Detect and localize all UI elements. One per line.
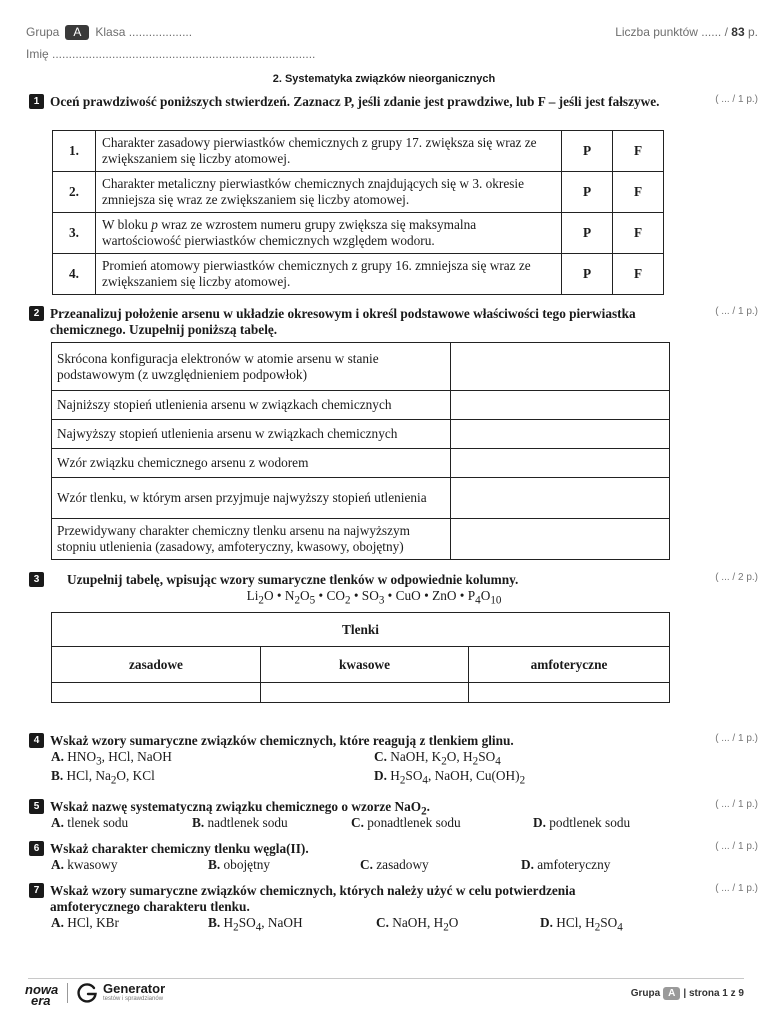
question-number: 2 [29,306,44,321]
name-field: Imię ............................................................................... [26,47,316,61]
table-row [52,478,670,519]
q5-points: ( ... / 1 p.) [715,799,758,810]
row-statement: W bloku p wraz ze wzrostem numeru grupy zwiększa się maksymalna wartościowość pierwiastków chemicznych względem wodoru. [96,213,562,254]
option-a[interactable]: A. $HNO_3$, HCl, NaOH [51,749,172,768]
logo-divider [67,983,68,1003]
question-7 [29,883,699,915]
option-b[interactable]: B. obojętny [208,857,271,872]
column-header: zasadowe [52,647,261,683]
option-c[interactable]: C. zasadowy [360,857,429,872]
row-label: Najwyższy stopień utlenienia arsenu w związkach chemicznych [52,420,451,449]
q6-points: ( ... / 1 p.) [715,841,758,852]
answer-cell[interactable] [451,343,670,391]
question-2 [29,306,699,338]
answer-cell[interactable] [451,478,670,519]
page-number: | strona 1 z 9 [683,988,744,999]
class-label: Klasa ................... [95,25,193,39]
points-label: Liczba punktów ...... / [615,25,728,39]
question-4 [29,733,699,749]
group-label: Grupa [26,25,60,39]
true-option[interactable]: P [562,172,613,213]
option-c[interactable]: C. NaOH, $K_2O$, $H_2SO_4$ [374,749,501,768]
option-a[interactable]: A. HCl, KBr [51,915,119,930]
row-label: Wzór tlenku, w którym arsen przyjmuje najwyższy stopień utlenienia [52,478,451,519]
table-row [53,172,664,213]
row-number: 4. [53,254,96,295]
option-a[interactable]: A. tlenek sodu [51,815,129,830]
question-number: 5 [29,799,44,814]
oxide-formulas: $Li_2O$ • $N_2O_5$ • $CO_2$ • $SO_3$ • CuO • ZnO • $P_4O_{10}$ [246,588,502,607]
row-label: Skrócona konfiguracja elektronów w atomie arsenu w stanie podstawowym (z uwzględnieniem podpowłok) [52,343,451,391]
answer-row [52,683,670,703]
option-b[interactable]: B. $H_2SO_4$, NaOH [208,915,303,934]
answer-cell[interactable] [52,683,261,703]
points-total [615,25,758,39]
answer-cell[interactable] [451,420,670,449]
header-group-class [26,25,192,40]
column-header-row [52,647,670,683]
question-text: Uzupełnij tabelę, wpisując wzory sumaryczne tlenków w odpowiednie kolumny. [67,572,519,587]
group-badge: A [65,25,89,40]
generator-logo-icon [76,982,98,1004]
question-text: Oceń prawdziwość poniższych stwierdzeń. Zaznacz P, jeśli zdanie jest prawdziwe, lub F – jeśli jest fałszywe. [50,94,660,109]
table-row [52,391,670,420]
q1-table [52,130,664,295]
question-number: 7 [29,883,44,898]
generator-logo: Generator testów i sprawdzianów [103,981,166,1002]
question-number: 4 [29,733,44,748]
false-option[interactable]: F [613,131,664,172]
question-number: 3 [29,572,44,587]
answer-cell[interactable] [451,519,670,560]
points-max: 83 [731,25,745,39]
table-row [52,343,670,391]
option-a[interactable]: A. kwasowy [51,857,118,872]
table-header: Tlenki [52,613,670,647]
footer-divider [28,978,744,979]
row-statement: Charakter metaliczny pierwiastków chemicznych znajdujących się w 3. okresie zmniejsza się wraz ze zwiększaniem się liczby atomowej. [96,172,562,213]
row-statement: Charakter zasadowy pierwiastków chemicznych z grupy 17. zwiększa się wraz ze zwiększaniem się liczby atomowej. [96,131,562,172]
question-text: Wskaż wzory sumaryczne związków chemicznych, których należy użyć w celu potwierdzenia amfoterycznego charakteru tlenku. [50,883,576,914]
row-statement: Promień atomowy pierwiastków chemicznych z grupy 16. zmniejsza się wraz ze zwiększaniem się liczby atomowej. [96,254,562,295]
table-row [52,420,670,449]
question-3 [29,572,699,588]
option-b[interactable]: B. HCl, $Na_2O$, KCl [51,768,155,787]
option-d[interactable]: D. $H_2SO_4$, NaOH, $Cu(OH)_2$ [374,768,526,787]
footer-page-info: Grupa A | strona 1 z 9 [630,988,744,999]
true-option[interactable]: P [562,254,613,295]
q3-table [51,612,670,703]
q3-points: ( ... / 2 p.) [715,572,758,583]
question-text: Przeanalizuj położenie arsenu w układzie okresowym i określ podstawowe właściwości tego pierwiastka chemicznego. Uzupełnij poniższą tabelę. [50,306,636,337]
table-row [52,519,670,560]
footer-group-badge: A [663,987,680,1000]
false-option[interactable]: F [613,172,664,213]
table-row [53,213,664,254]
table-row [52,449,670,478]
q7-points: ( ... / 1 p.) [715,883,758,894]
nowa-era-logo: nowa era [25,982,59,1008]
false-option[interactable]: F [613,213,664,254]
true-option[interactable]: P [562,131,613,172]
option-d[interactable]: D. podtlenek sodu [533,815,631,830]
true-option[interactable]: P [562,213,613,254]
answer-cell[interactable] [261,683,469,703]
option-c[interactable]: C. NaOH, $H_2O$ [376,915,459,934]
option-c[interactable]: C. ponadtlenek sodu [351,815,461,830]
option-d[interactable]: D. HCl, $H_2SO_4$ [540,915,623,934]
answer-cell[interactable] [469,683,670,703]
question-number: 1 [29,94,44,109]
table-header-row [52,613,670,647]
question-6 [29,841,699,857]
column-header: amfoteryczne [469,647,670,683]
option-b[interactable]: B. nadtlenek sodu [192,815,288,830]
row-label: Wzór związku chemicznego arsenu z wodorem [52,449,451,478]
points-unit: p. [747,25,758,39]
answer-cell[interactable] [451,449,670,478]
column-header: kwasowe [261,647,469,683]
section-title: 2. Systematyka związków nieorganicznych [272,73,496,85]
table-row [53,254,664,295]
question-text: Wskaż charakter chemiczny tlenku węgla(II). [50,841,309,856]
question-text: Wskaż nazwę systematyczną związku chemicznego o wzorze NaO$_2$. [50,799,430,818]
table-row [53,131,664,172]
q1-points: ( ... / 1 p.) [715,94,758,105]
answer-cell[interactable] [451,391,670,420]
question-number: 6 [29,841,44,856]
row-number: 2. [53,172,96,213]
false-option[interactable]: F [613,254,664,295]
row-label: Najniższy stopień utlenienia arsenu w związkach chemicznych [52,391,451,420]
q2-table [51,342,670,560]
option-d[interactable]: D. amfoteryczny [521,857,611,872]
question-1 [29,94,699,110]
q2-points: ( ... / 1 p.) [715,306,758,317]
question-text: Wskaż wzory sumaryczne związków chemicznych, które reagują z tlenkiem glinu. [50,733,514,748]
row-number: 3. [53,213,96,254]
row-label: Przewidywany charakter chemiczny tlenku arsenu na najwyższym stopniu utlenienia (zasadowy, amfoteryczny, kwasowy, obojętny) [52,519,451,560]
row-number: 1. [53,131,96,172]
q4-points: ( ... / 1 p.) [715,733,758,744]
